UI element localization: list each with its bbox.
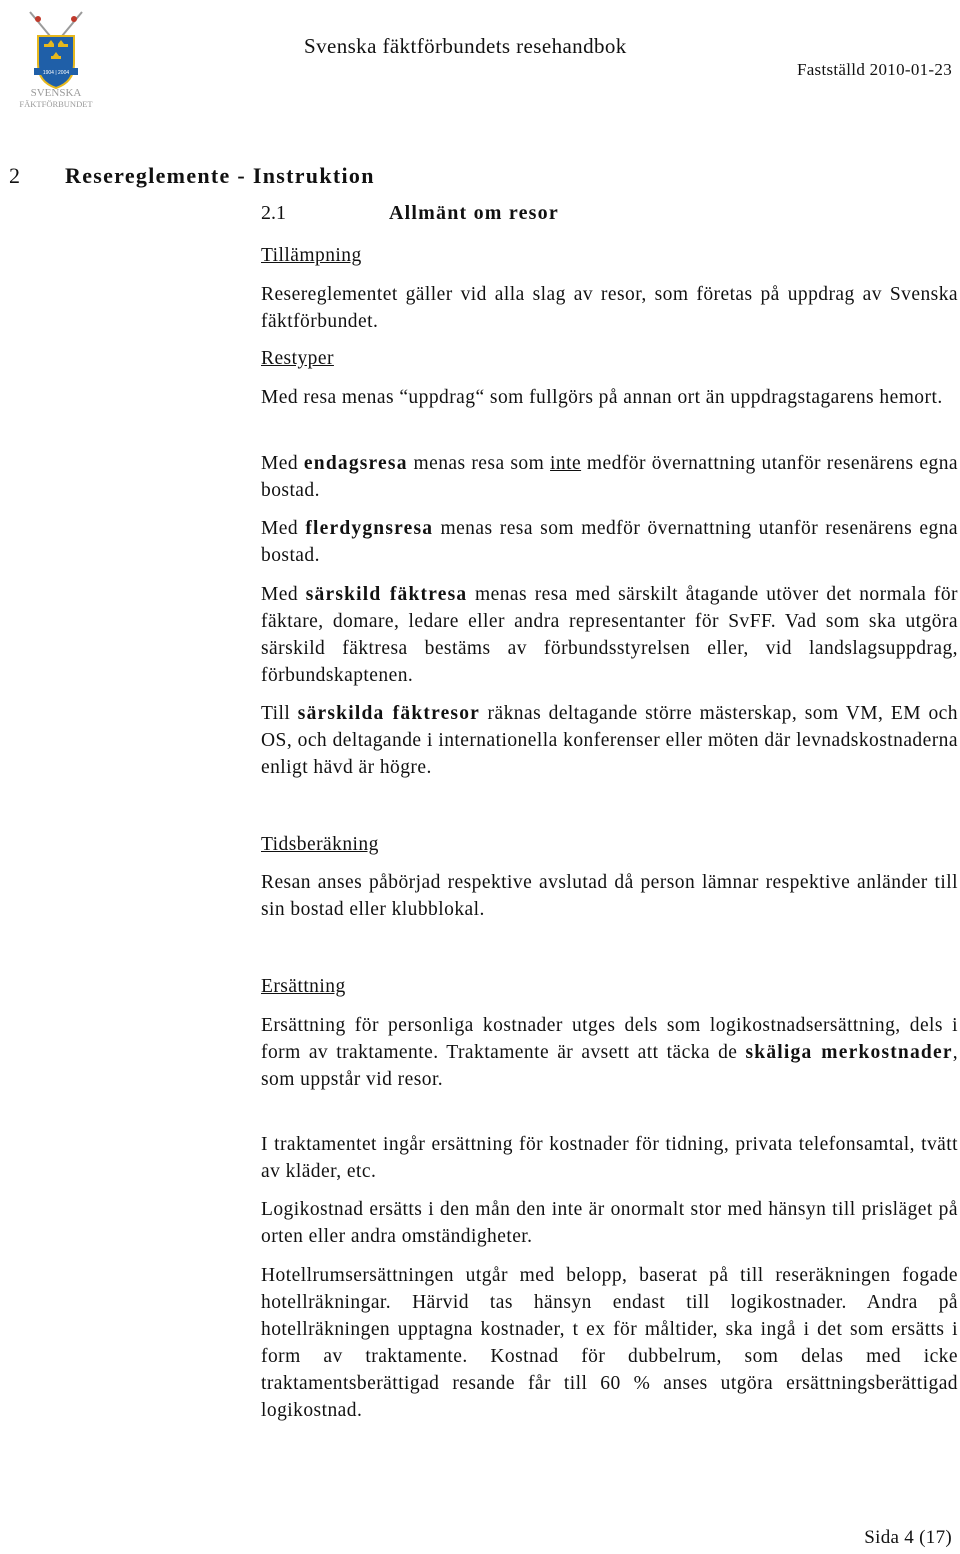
tidsberakning-heading: Tidsberäkning — [261, 834, 379, 855]
page-number: Sida 4 (17) — [864, 1527, 952, 1548]
coat-of-arms-icon — [4, 6, 108, 110]
svg-text:FÄKTFÖRBUNDET: FÄKTFÖRBUNDET — [19, 99, 93, 109]
restyper-paragraph-sarskilda: Till särskilda fäktresor räknas deltagande större mästerskap, som VM, EM och OS, och deltagande i internationella konferenser eller möten där levnadskostnaderna enligt hävd är högre. — [261, 703, 958, 778]
ersattning-paragraph-4: Hotellrumsersättningen utgår med belopp, baserat på till reseräkningen fogade hotellräkningar. Härvid tas hänsyn endast till logikostnader. Andra på hotellräkningen upptagna kostnader, t ex för måltider, ska ingå i det som ersätts i form av traktamente. Kostnad för dubbelrum, som delas med icke traktamentsberättigad resande får till 60 % anses utgöra ersättningsberättigad logikostnad. — [261, 1265, 958, 1421]
section-heading — [9, 163, 375, 189]
restyper-paragraph-sarskild: Med särskild fäktresa menas resa med särskilt åtagande utöver det normala för fäktare, domare, ledare eller andra representanter för SvFF. Vad som ska utgöra särskild fäktresa bestäms av förbundsstyrelsen eller, vid landslagsuppdrag, förbundskaptenen. — [261, 584, 958, 686]
tillampning-heading: Tillämpning — [261, 245, 362, 266]
svg-text:SVENSKA: SVENSKA — [30, 87, 82, 99]
ersattning-paragraph-1: Ersättning för personliga kostnader utges dels som logikostnadsersättning, dels i form av traktamente. Traktamente är avsett att täcka de skäliga merkostnader, som uppstår vid resor. — [261, 1015, 959, 1090]
restyper-heading: Restyper — [261, 348, 334, 369]
header-date: Fastställd 2010-01-23 — [796, 60, 952, 79]
section-number: 2 — [9, 163, 20, 188]
svg-text:1904 | 2004: 1904 | 2004 — [42, 70, 70, 76]
restyper-paragraph-1: Med resa menas “uppdrag“ som fullgörs på annan ort än uppdragstagarens hemort. — [261, 387, 943, 408]
federation-logo — [4, 6, 108, 110]
ersattning-paragraph-3: Logikostnad ersätts i den mån den inte är onormalt stor med hänsyn till prisläget på orten eller andra omständigheter. — [261, 1199, 958, 1247]
ersattning-heading: Ersättning — [261, 976, 346, 997]
subsection-number: 2.1 — [261, 202, 286, 224]
restyper-paragraph-flerdygnsresa: Med flerdygnsresa menas resa som medför övernattning utanför resenärens egna bostad. — [261, 518, 958, 566]
subsection-title: Allmänt om resor — [389, 202, 559, 224]
section-title: Resereglemente - Instruktion — [65, 163, 375, 188]
tillampning-paragraph: Resereglementet gäller vid alla slag av resor, som företas på uppdrag av Svenska fäktförbundet. — [261, 284, 958, 332]
tidsberakning-paragraph: Resan anses påbörjad respektive avslutad då person lämnar respektive anländer till sin bostad eller klubblokal. — [261, 872, 958, 920]
ersattning-paragraph-2: I traktamentet ingår ersättning för kostnader för tidning, privata telefonsamtal, tvätt av kläder, etc. — [261, 1134, 958, 1182]
restyper-paragraph-endagsresa: Med endagsresa menas resa som inte medför övernattning utanför resenärens egna bostad. — [261, 453, 959, 501]
subsection-heading — [261, 202, 559, 225]
header-title: Svenska fäktförbundets resehandbok — [304, 34, 627, 58]
